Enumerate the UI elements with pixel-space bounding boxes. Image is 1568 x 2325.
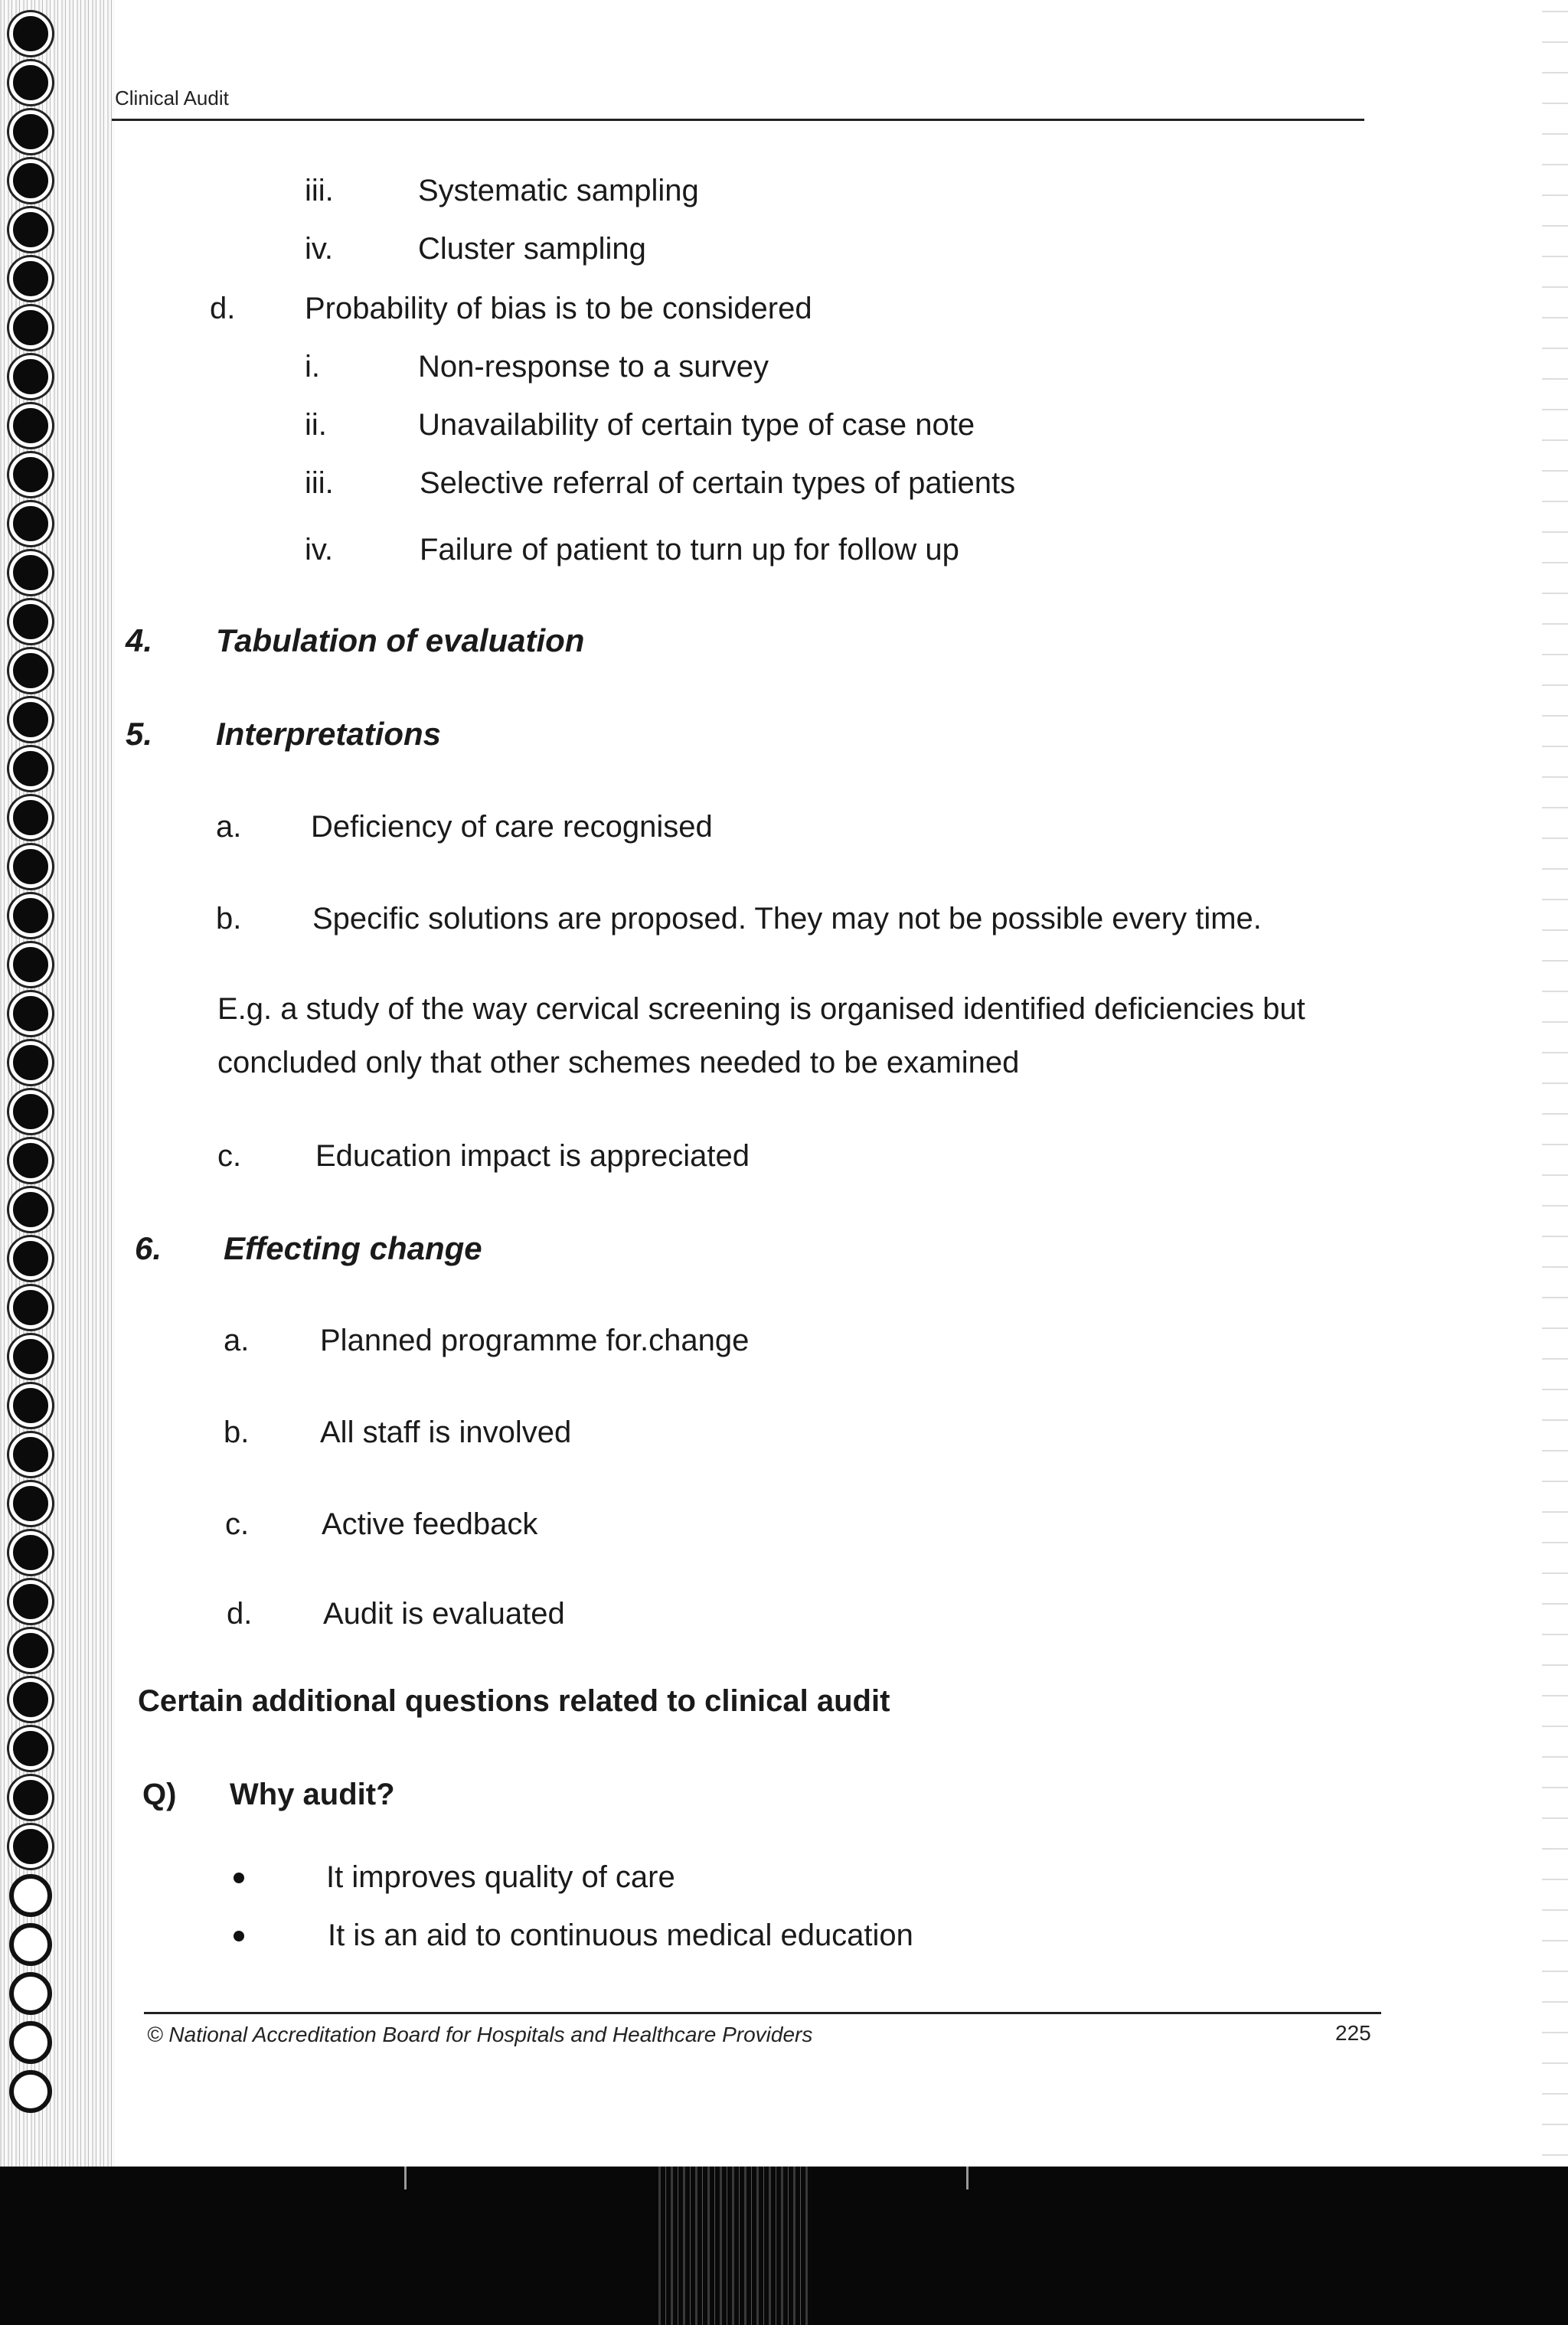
- binding-ring: [9, 894, 52, 937]
- list-item: Education impact is appreciated: [315, 1139, 750, 1173]
- binding-ring: [9, 404, 52, 447]
- scan-noise: [658, 2167, 812, 2325]
- list-item: All staff is involved: [320, 1416, 572, 1449]
- header-rule: [112, 119, 1364, 121]
- spiral-binding-rings: [3, 8, 64, 2320]
- list-marker: a.: [216, 810, 242, 844]
- binding-ring: [9, 1531, 52, 1574]
- list-item: Planned programme for.change: [320, 1324, 750, 1357]
- binding-ring: [9, 1482, 52, 1525]
- bullet-dot: [234, 1873, 244, 1883]
- binding-ring: [9, 747, 52, 790]
- list-marker: iii.: [305, 466, 334, 500]
- list-marker: a.: [224, 1324, 250, 1357]
- section-number: 4.: [126, 622, 153, 658]
- binding-ring: [9, 2021, 52, 2064]
- binding-ring: [9, 355, 52, 398]
- list-item: Specific solutions are proposed. They may not be possible every time.: [312, 902, 1262, 936]
- scan-edge-right: [1542, 0, 1568, 2167]
- binding-ring: [9, 992, 52, 1035]
- binding-ring: [9, 1972, 52, 2015]
- list-item: Active feedback: [322, 1507, 538, 1541]
- section-heading: Interpretations: [216, 716, 442, 752]
- bullet-item: It is an aid to continuous medical education: [328, 1918, 913, 1952]
- binding-ring: [9, 159, 52, 202]
- list-marker: ii.: [305, 408, 327, 442]
- binding-ring: [9, 306, 52, 349]
- footer-copyright: © National Accreditation Board for Hospitals and Healthcare Providers: [147, 2023, 813, 2046]
- example-paragraph-line: E.g. a study of the way cervical screening is organised identified deficiencies but: [217, 992, 1305, 1026]
- binding-ring: [9, 1139, 52, 1182]
- question-marker: Q): [142, 1778, 177, 1811]
- list-item: Unavailability of certain type of case note: [418, 408, 975, 442]
- list-item: Failure of patient to turn up for follow up: [420, 533, 959, 567]
- binding-ring: [9, 1335, 52, 1378]
- list-item: Non-response to a survey: [418, 350, 769, 384]
- binding-ring: [9, 1923, 52, 1966]
- binding-ring: [9, 845, 52, 888]
- scan-tick: [404, 2167, 407, 2189]
- list-marker: b.: [216, 902, 242, 936]
- list-item: Probability of bias is to be considered: [305, 292, 812, 325]
- additional-questions-heading: Certain additional questions related to clinical audit: [138, 1684, 890, 1718]
- list-item: Audit is evaluated: [323, 1597, 565, 1631]
- list-marker: b.: [224, 1416, 250, 1449]
- footer-rule: [144, 2012, 1381, 2014]
- binding-ring: [9, 110, 52, 153]
- page-number: 225: [1335, 2021, 1371, 2045]
- binding-ring: [9, 698, 52, 741]
- binding-ring: [9, 61, 52, 104]
- question-text: Why audit?: [230, 1778, 395, 1811]
- binding-ring: [9, 1237, 52, 1280]
- binding-ring: [9, 600, 52, 643]
- running-header: Clinical Audit: [115, 87, 229, 109]
- binding-ring: [9, 502, 52, 545]
- list-item: Selective referral of certain types of patients: [420, 466, 1016, 500]
- binding-ring: [9, 453, 52, 496]
- list-marker: iv.: [305, 533, 334, 567]
- binding-ring: [9, 1433, 52, 1476]
- binding-ring: [9, 1629, 52, 1672]
- binding-ring: [9, 551, 52, 594]
- binding-ring: [9, 1384, 52, 1427]
- bullet-item: It improves quality of care: [326, 1860, 675, 1894]
- binding-ring: [9, 1776, 52, 1819]
- binding-ring: [9, 1874, 52, 1917]
- section-number: 5.: [126, 716, 153, 752]
- binding-ring: [9, 649, 52, 692]
- list-marker: d.: [227, 1597, 253, 1631]
- binding-ring: [9, 1727, 52, 1770]
- binding-ring: [9, 1041, 52, 1084]
- section-number: 6.: [135, 1230, 162, 1266]
- binding-ring: [9, 1188, 52, 1231]
- binding-ring: [9, 1678, 52, 1721]
- list-item: Deficiency of care recognised: [311, 810, 713, 844]
- binding-ring: [9, 1825, 52, 1868]
- binding-ring: [9, 12, 52, 55]
- bullet-dot: [234, 1931, 244, 1941]
- list-marker: i.: [305, 350, 320, 384]
- binding-ring: [9, 2070, 52, 2113]
- binding-ring: [9, 943, 52, 986]
- binding-ring: [9, 208, 52, 251]
- list-marker: iii.: [305, 174, 334, 207]
- section-heading: Effecting change: [224, 1230, 482, 1266]
- binding-ring: [9, 257, 52, 300]
- scan-bottom-bar: [0, 2167, 1568, 2325]
- binding-ring: [9, 1286, 52, 1329]
- example-paragraph-line: concluded only that other schemes needed to be examined: [217, 1046, 1020, 1079]
- binding-ring: [9, 796, 52, 839]
- binding-ring: [9, 1090, 52, 1133]
- list-item: Cluster sampling: [418, 232, 646, 266]
- scan-tick: [966, 2167, 969, 2189]
- list-marker: c.: [225, 1507, 250, 1541]
- section-heading: Tabulation of evaluation: [216, 622, 585, 658]
- list-item: Systematic sampling: [418, 174, 699, 207]
- list-marker: c.: [217, 1139, 242, 1173]
- binding-ring: [9, 1580, 52, 1623]
- list-marker: d.: [210, 292, 236, 325]
- list-marker: iv.: [305, 232, 334, 266]
